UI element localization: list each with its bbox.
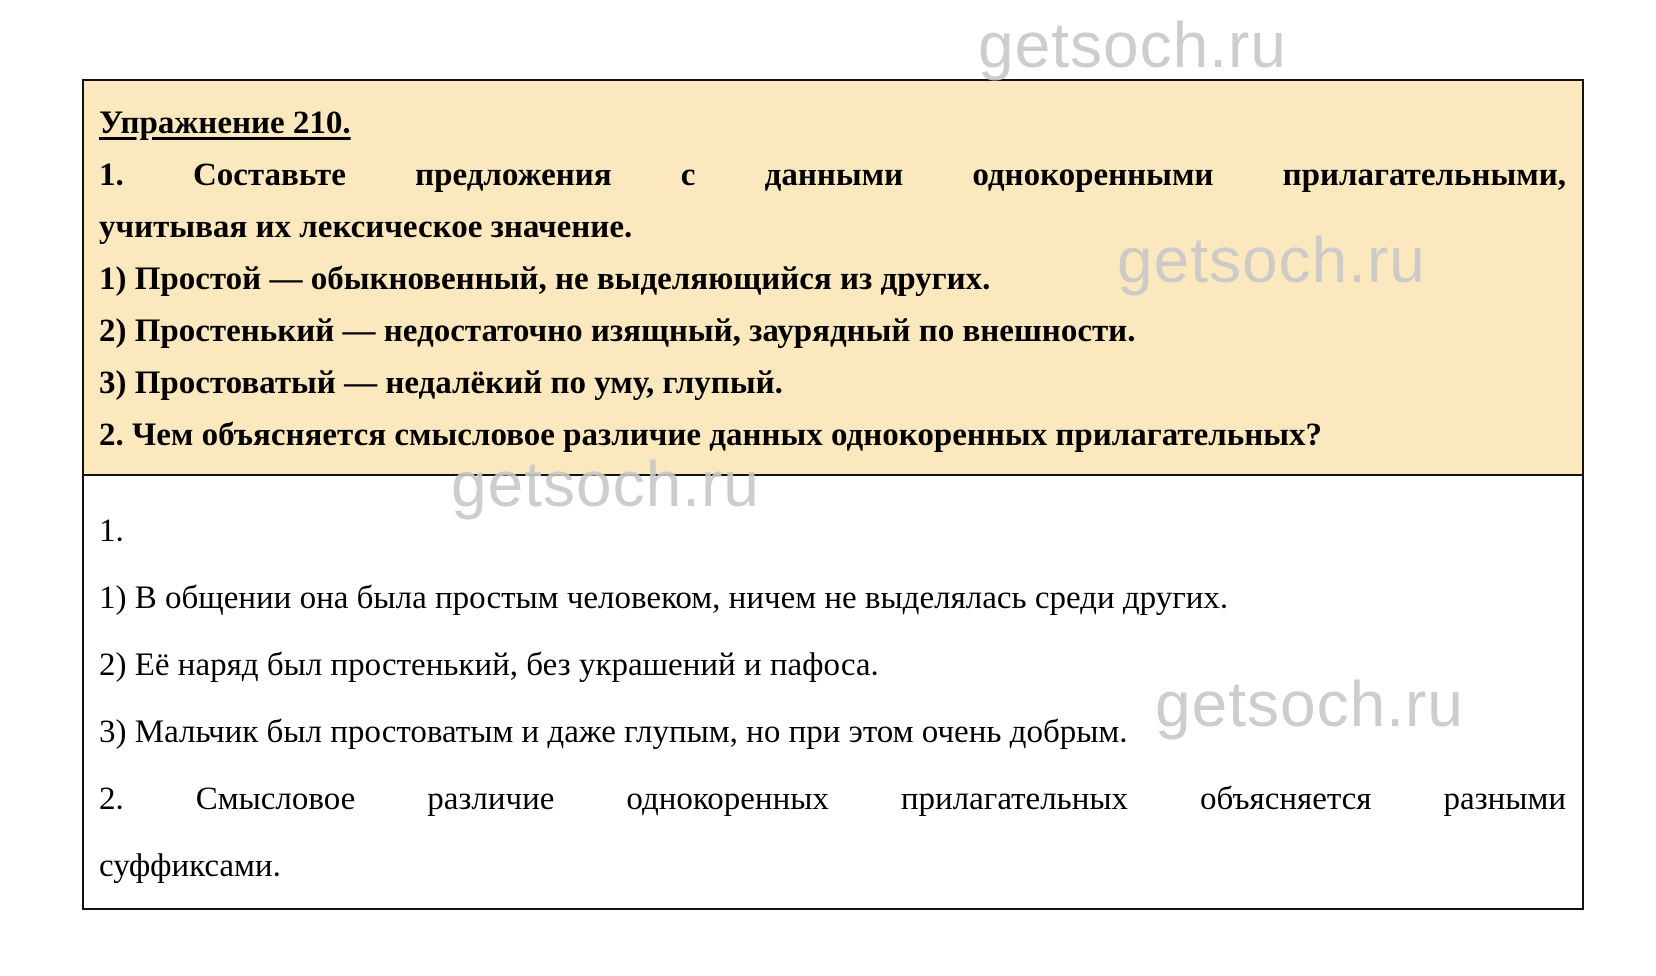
exercise-title: Упражнение 210. [99,105,351,141]
answer-sentence: 3) Мальчик был простоватым и даже глупым, но при этом очень добрым. [99,714,1128,750]
answer-section-1-label: 1. [99,513,124,549]
answer-sentence: 1) В общении она была простым человеком, ничем не выделялась среди других. [99,580,1229,616]
answer-section-2-line-1: 2. Смысловое различие однокоренных прилагательных объясняется разными [99,781,1566,817]
task-question: 2. Чем объясняется смысловое различие данных однокоренных прилагательных? [99,417,1323,453]
task-instruction-line-2: учитывая их лексическое значение. [99,209,633,245]
task-item: 3) Простоватый — недалёкий по уму, глупый. [99,365,783,401]
task-item: 1) Простой — обыкновенный, не выделяющийся из других. [99,261,991,297]
answer-sentence: 2) Её наряд был простенький, без украшений и пафоса. [99,647,879,683]
task-cell [84,81,1582,476]
answer-cell [84,476,1582,908]
watermark-answer-mid: getsoch.ru [1155,668,1464,740]
answer-section-2-line-2: суффиксами. [99,848,281,884]
exercise-table [82,79,1584,910]
task-item: 2) Простенький — недостаточно изящный, заурядный по внешности. [99,313,1136,349]
watermark-answer-top: getsoch.ru [451,448,760,520]
watermark-task: getsoch.ru [1117,224,1426,296]
watermark-top: getsoch.ru [978,9,1287,81]
task-instruction-line-1: 1. Составьте предложения с данными однокоренными прилагательными, [99,157,1566,193]
